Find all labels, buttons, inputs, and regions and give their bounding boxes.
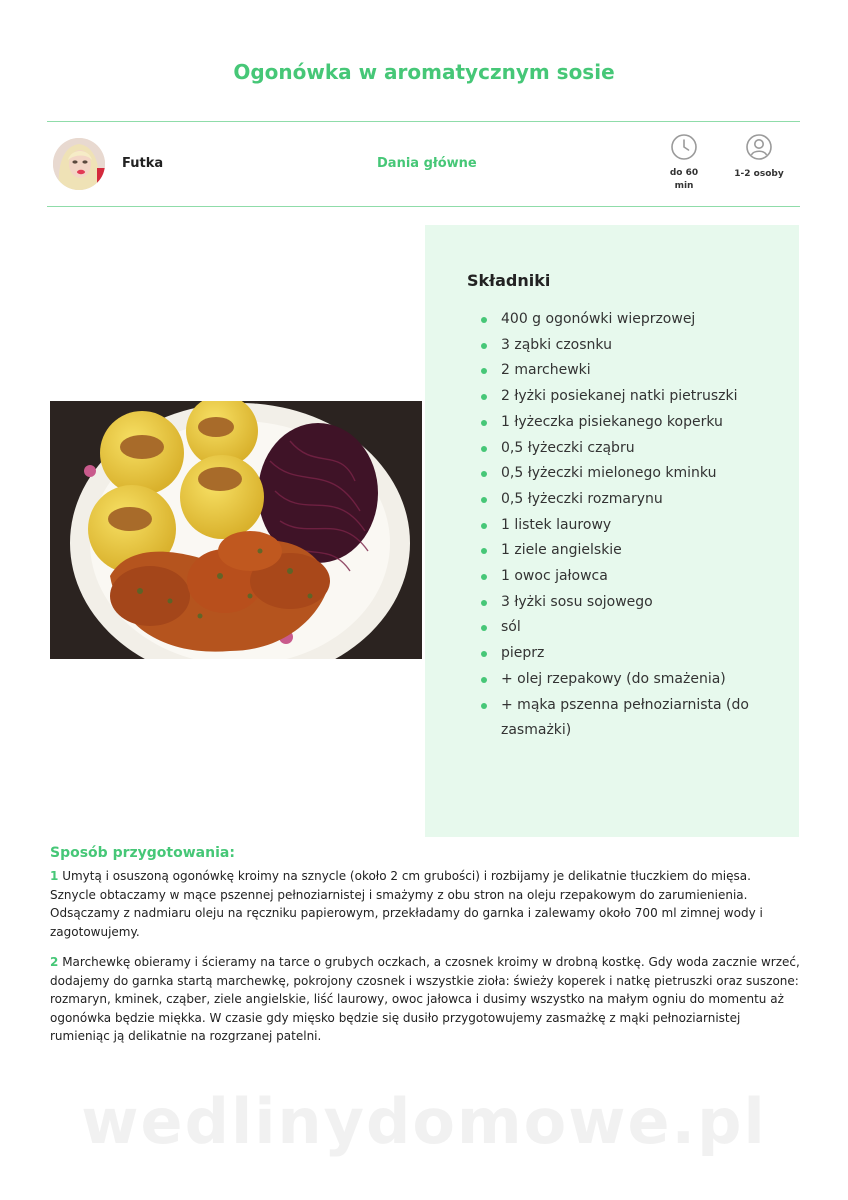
step-number: 2 bbox=[50, 955, 59, 969]
dish-photo bbox=[50, 401, 422, 659]
step-text: Umytą i osuszoną ogonówkę kroimy na sznycle (około 2 cm grubości) i rozbijamy je delikatnie tłuczkiem do mięsa. Sznycle obtaczamy w mące pszennej pełnoziarnistej i smażymy z obu stron na oleju rzepakowym do zarumienienia. Odsączamy z nadmiaru oleju na ręczniku papierowym, przekładamy do garnka i zalewamy około 700 ml zimnej wody i zagotowujemy. bbox=[50, 869, 763, 939]
prep-time-unit: min bbox=[674, 181, 694, 191]
bullet-icon bbox=[481, 574, 487, 580]
ingredient-text: 1 ziele angielskie bbox=[501, 542, 622, 559]
ingredient-item bbox=[501, 693, 771, 744]
bullet-icon bbox=[481, 471, 487, 477]
ingredient-text: + olej rzepakowy (do smażenia) bbox=[501, 670, 726, 687]
bullet-icon bbox=[481, 625, 487, 631]
ingredient-item bbox=[501, 487, 771, 513]
prep-time bbox=[660, 133, 708, 193]
ingredient-text: 0,5 łyżeczki mielonego kminku bbox=[501, 465, 717, 482]
bullet-icon bbox=[481, 548, 487, 554]
ingredient-item bbox=[501, 615, 771, 641]
bullet-icon bbox=[481, 600, 487, 606]
recipe-title: Ogonówka w aromatycznym sosie bbox=[233, 60, 615, 84]
watermark: wedlinydomowe.pl bbox=[81, 1085, 767, 1158]
ingredient-item bbox=[501, 358, 771, 384]
ingredients-panel bbox=[425, 225, 799, 837]
ingredient-text: 400 g ogonówki wieprzowej bbox=[501, 311, 696, 327]
user-icon bbox=[745, 133, 773, 161]
ingredient-text: 2 łyżki posiekanej natki pietruszki bbox=[501, 388, 738, 405]
ingredient-text: 2 marchewki bbox=[501, 362, 591, 379]
bullet-icon bbox=[481, 368, 487, 374]
bullet-icon bbox=[481, 703, 487, 709]
bullet-icon bbox=[481, 497, 487, 503]
bullet-icon bbox=[481, 677, 487, 683]
ingredient-text: + mąka pszenna pełnoziarnista (do zasmażki) bbox=[501, 696, 749, 739]
ingredient-text: pieprz bbox=[501, 645, 545, 662]
ingredient-text: 0,5 łyżeczki rozmarynu bbox=[501, 490, 663, 507]
preparation-step bbox=[50, 867, 800, 941]
step-text: Marchewkę obieramy i ścieramy na tarce o grubych oczkach, a czosnek kroimy w drobną kostkę. Gdy woda zacznie wrzeć, dodajemy do garnka startą marchewkę, pokrojony czosnek i wszystkie zioła: świeży koperek i natkę pietruszki oraz suszone: rozmaryn, kminek, cząber, ziele angielskie, liść laurowy, owoc jałowca i dusimy wszystko na małym ogniu do momentu aż ogonówka będzie miękka. W czasie gdy mięsko będzie się dusiło przygotowujemy zasmażkę z mąki pełnoziarnistej rumieniąc ją delikatnie na rozgrzanej patelni. bbox=[50, 955, 800, 1043]
ingredient-item bbox=[501, 384, 771, 410]
recipe-category[interactable]: Dania główne bbox=[377, 156, 477, 171]
ingredient-text: 1 łyżeczka pisiekanego koperku bbox=[501, 413, 723, 430]
ingredient-item bbox=[501, 538, 771, 564]
ingredient-item bbox=[501, 333, 771, 359]
ingredient-item bbox=[501, 667, 771, 693]
ingredient-item bbox=[501, 513, 771, 539]
ingredients-list bbox=[501, 307, 771, 744]
ingredient-item bbox=[501, 410, 771, 436]
clock-icon bbox=[670, 133, 698, 161]
ingredient-item bbox=[501, 461, 771, 487]
preparation-title: Sposób przygotowania: bbox=[50, 845, 235, 861]
bullet-icon bbox=[481, 523, 487, 529]
bullet-icon bbox=[481, 343, 487, 349]
ingredient-text: 3 łyżki sosu sojowego bbox=[501, 593, 653, 610]
header-divider-bottom bbox=[47, 206, 800, 207]
bullet-icon bbox=[481, 317, 487, 323]
ingredient-text: 3 ząbki czosnku bbox=[501, 336, 612, 353]
bullet-icon bbox=[481, 420, 487, 426]
avatar-photo bbox=[53, 138, 105, 190]
ingredient-text: sól bbox=[501, 619, 521, 636]
ingredient-item bbox=[501, 436, 771, 462]
ingredient-text: 1 listek laurowy bbox=[501, 516, 612, 533]
servings-value: 1-2 osoby bbox=[734, 169, 784, 179]
author-avatar[interactable] bbox=[53, 138, 105, 190]
step-number: 1 bbox=[50, 869, 59, 883]
prep-time-value: do 60 bbox=[669, 168, 699, 178]
bullet-icon bbox=[481, 446, 487, 452]
ingredient-item bbox=[501, 307, 771, 333]
ingredient-text: 1 owoc jałowca bbox=[501, 568, 608, 585]
author-name[interactable]: Futka bbox=[122, 156, 164, 171]
ingredient-text: 0,5 łyżeczki cząbru bbox=[501, 439, 635, 456]
ingredient-item bbox=[501, 641, 771, 667]
ingredient-item bbox=[501, 590, 771, 616]
servings bbox=[730, 133, 788, 181]
preparation-step bbox=[50, 953, 800, 1046]
header-divider-top bbox=[47, 121, 800, 122]
ingredients-title: Składniki bbox=[467, 271, 551, 290]
bullet-icon bbox=[481, 651, 487, 657]
ingredient-item bbox=[501, 564, 771, 590]
bullet-icon bbox=[481, 394, 487, 400]
